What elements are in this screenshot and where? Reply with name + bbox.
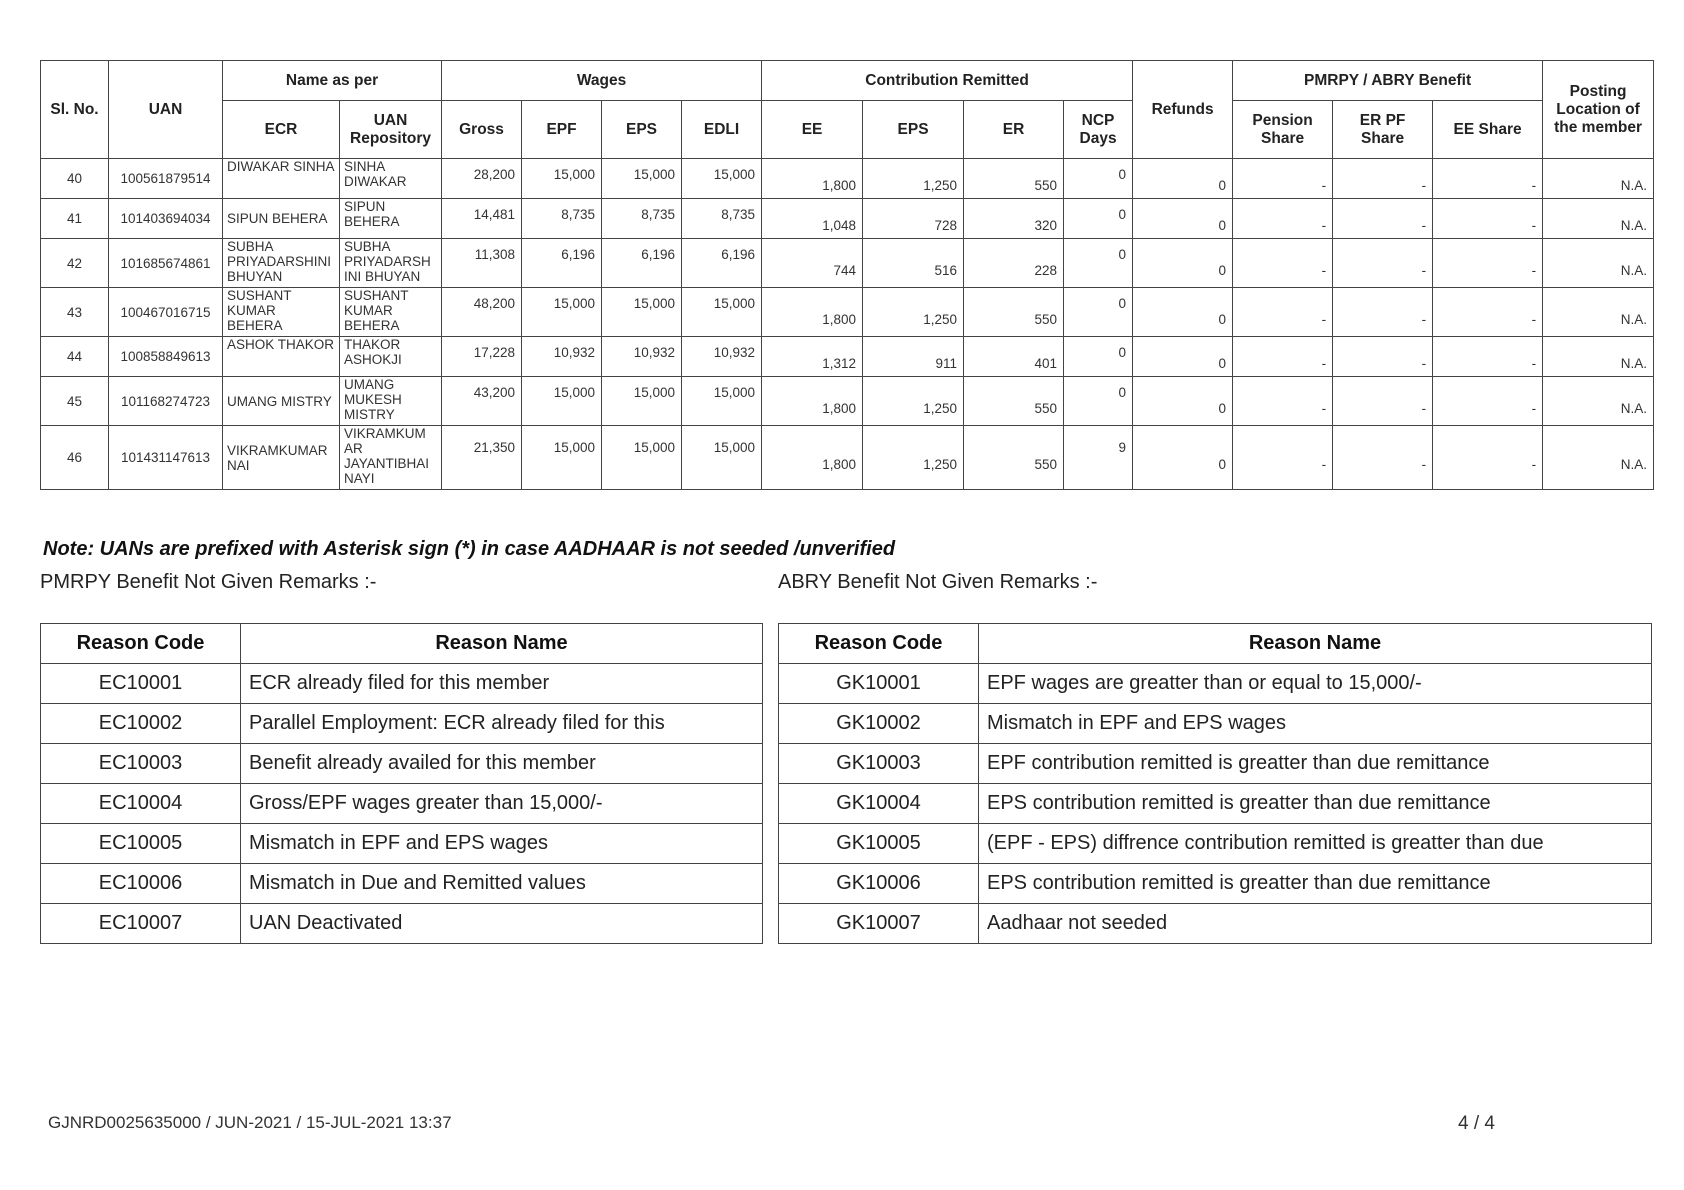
cell-er: 550 xyxy=(964,159,1064,199)
table-row xyxy=(41,288,1654,337)
cell-er-pf-share: - xyxy=(1333,159,1433,199)
cell-ee-share: - xyxy=(1433,377,1543,426)
cell-reason-code: EC10001 xyxy=(41,664,241,704)
cell-posting-location: N.A. xyxy=(1543,199,1654,239)
cell-ee-share: - xyxy=(1433,426,1543,490)
cell-uan: 101168274723 xyxy=(109,377,223,426)
cell-posting-location: N.A. xyxy=(1543,426,1654,490)
cell-epf: 10,932 xyxy=(522,337,602,377)
cell-uan-repo-name: SUSHANT KUMAR BEHERA xyxy=(340,288,442,337)
cell-ee: 1,800 xyxy=(762,159,863,199)
cell-pension-share: - xyxy=(1233,199,1333,239)
cell-uan-repo-name: THAKOR ASHOKJI xyxy=(340,337,442,377)
header-reason-code: Reason Code xyxy=(779,624,979,664)
cell-reason-code: EC10006 xyxy=(41,864,241,904)
cell-posting-location: N.A. xyxy=(1543,159,1654,199)
table-row xyxy=(779,864,1652,904)
cell-pension-share: - xyxy=(1233,337,1333,377)
cell-er-pf-share: - xyxy=(1333,377,1433,426)
cell-reason-name: Mismatch in EPF and EPS wages xyxy=(241,824,763,864)
cell-ee: 1,800 xyxy=(762,288,863,337)
cell-ecr-name: SUBHA PRIYADARSHINI BHUYAN xyxy=(223,239,340,288)
header-sl-no: Sl. No. xyxy=(41,61,109,159)
cell-sl-no: 45 xyxy=(41,377,109,426)
cell-ee-share: - xyxy=(1433,288,1543,337)
header-reason-code: Reason Code xyxy=(41,624,241,664)
page-number: 4 / 4 xyxy=(1458,1113,1495,1134)
cell-sl-no: 46 xyxy=(41,426,109,490)
cell-sl-no: 43 xyxy=(41,288,109,337)
header-er-pf-share: ER PF Share xyxy=(1333,101,1433,159)
header-ee: EE xyxy=(762,101,863,159)
cell-pension-share: - xyxy=(1233,239,1333,288)
cell-reason-name: UAN Deactivated xyxy=(241,904,763,944)
cell-gross: 17,228 xyxy=(442,337,522,377)
cell-epf: 6,196 xyxy=(522,239,602,288)
table-row xyxy=(41,377,1654,426)
cell-ee-share: - xyxy=(1433,337,1543,377)
cell-reason-name: EPF contribution remitted is greatter than due remittance xyxy=(979,744,1652,784)
cell-posting-location: N.A. xyxy=(1543,239,1654,288)
cell-er-pf-share: - xyxy=(1333,239,1433,288)
table-row xyxy=(41,824,763,864)
cell-reason-name: EPS contribution remitted is greatter than due remittance xyxy=(979,784,1652,824)
cell-ncp-days: 0 xyxy=(1064,288,1133,337)
header-pmrpy-abry-benefit: PMRPY / ABRY Benefit xyxy=(1233,61,1543,101)
header-contribution-eps: EPS xyxy=(863,101,964,159)
cell-er: 228 xyxy=(964,239,1064,288)
cell-reason-code: EC10003 xyxy=(41,744,241,784)
cell-eps: 15,000 xyxy=(602,426,682,490)
cell-reason-code: GK10002 xyxy=(779,704,979,744)
cell-ee: 1,048 xyxy=(762,199,863,239)
header-ecr: ECR xyxy=(223,101,340,159)
cell-pension-share: - xyxy=(1233,288,1333,337)
cell-epf: 15,000 xyxy=(522,159,602,199)
cell-er-pf-share: - xyxy=(1333,337,1433,377)
cell-uan-repo-name: VIKRAMKUM AR JAYANTIBHAI NAYI xyxy=(340,426,442,490)
cell-posting-location: N.A. xyxy=(1543,288,1654,337)
cell-reason-code: GK10007 xyxy=(779,904,979,944)
cell-ncp-days: 0 xyxy=(1064,337,1133,377)
table-row xyxy=(41,904,763,944)
cell-reason-name: Mismatch in Due and Remitted values xyxy=(241,864,763,904)
cell-eps: 10,932 xyxy=(602,337,682,377)
cell-pension-share: - xyxy=(1233,426,1333,490)
cell-reason-code: GK10004 xyxy=(779,784,979,824)
header-epf: EPF xyxy=(522,101,602,159)
cell-uan-repo-name: SUBHA PRIYADARSH INI BHUYAN xyxy=(340,239,442,288)
cell-reason-code: GK10001 xyxy=(779,664,979,704)
table-row xyxy=(779,784,1652,824)
cell-refunds: 0 xyxy=(1133,239,1233,288)
cell-ee-share: - xyxy=(1433,199,1543,239)
table-row xyxy=(779,904,1652,944)
cell-reason-name: Aadhaar not seeded xyxy=(979,904,1652,944)
cell-eps: 15,000 xyxy=(602,377,682,426)
header-name-as-per: Name as per xyxy=(223,61,442,101)
cell-er-pf-share: - xyxy=(1333,288,1433,337)
cell-uan: 101431147613 xyxy=(109,426,223,490)
cell-contribution-eps: 1,250 xyxy=(863,426,964,490)
cell-sl-no: 42 xyxy=(41,239,109,288)
header-refunds: Refunds xyxy=(1133,61,1233,159)
cell-er: 320 xyxy=(964,199,1064,239)
cell-ee: 1,800 xyxy=(762,426,863,490)
cell-reason-name: Benefit already availed for this member xyxy=(241,744,763,784)
cell-uan: 100467016715 xyxy=(109,288,223,337)
cell-reason-code: EC10004 xyxy=(41,784,241,824)
header-ncp-days: NCP Days xyxy=(1064,101,1133,159)
pmrpy-remarks-title: PMRPY Benefit Not Given Remarks :- xyxy=(40,571,377,593)
cell-ee: 1,312 xyxy=(762,337,863,377)
table-row xyxy=(41,864,763,904)
document-footer-id: GJNRD0025635000 / JUN-2021 / 15-JUL-2021 13:37 xyxy=(48,1113,452,1132)
header-posting-location: Posting Location of the member xyxy=(1543,61,1654,159)
cell-sl-no: 40 xyxy=(41,159,109,199)
member-contribution-table xyxy=(40,60,1654,490)
cell-ecr-name: UMANG MISTRY xyxy=(223,377,340,426)
cell-gross: 11,308 xyxy=(442,239,522,288)
cell-eps: 8,735 xyxy=(602,199,682,239)
cell-uan: 100561879514 xyxy=(109,159,223,199)
cell-edli: 8,735 xyxy=(682,199,762,239)
cell-er: 550 xyxy=(964,288,1064,337)
cell-uan-repo-name: UMANG MUKESH MISTRY xyxy=(340,377,442,426)
table-row xyxy=(41,239,1654,288)
cell-posting-location: N.A. xyxy=(1543,377,1654,426)
cell-reason-code: EC10007 xyxy=(41,904,241,944)
cell-uan: 101685674861 xyxy=(109,239,223,288)
cell-edli: 15,000 xyxy=(682,377,762,426)
header-reason-name: Reason Name xyxy=(979,624,1652,664)
table-row xyxy=(779,744,1652,784)
cell-reason-name: ECR already filed for this member xyxy=(241,664,763,704)
cell-ncp-days: 9 xyxy=(1064,426,1133,490)
header-er: ER xyxy=(964,101,1064,159)
table-row xyxy=(41,199,1654,239)
cell-er: 550 xyxy=(964,377,1064,426)
cell-ee: 1,800 xyxy=(762,377,863,426)
cell-refunds: 0 xyxy=(1133,337,1233,377)
cell-ee-share: - xyxy=(1433,239,1543,288)
abry-remarks-title: ABRY Benefit Not Given Remarks :- xyxy=(778,571,1098,593)
header-contribution-remitted: Contribution Remitted xyxy=(762,61,1133,101)
table-row xyxy=(41,744,763,784)
cell-edli: 6,196 xyxy=(682,239,762,288)
cell-ncp-days: 0 xyxy=(1064,159,1133,199)
header-ee-share: EE Share xyxy=(1433,101,1543,159)
table-row xyxy=(41,704,763,744)
cell-reason-name: Mismatch in EPF and EPS wages xyxy=(979,704,1652,744)
cell-contribution-eps: 516 xyxy=(863,239,964,288)
cell-gross: 48,200 xyxy=(442,288,522,337)
cell-edli: 15,000 xyxy=(682,426,762,490)
cell-contribution-eps: 1,250 xyxy=(863,159,964,199)
table-row xyxy=(779,704,1652,744)
cell-reason-code: GK10006 xyxy=(779,864,979,904)
cell-er: 401 xyxy=(964,337,1064,377)
cell-eps: 15,000 xyxy=(602,288,682,337)
cell-ecr-name: SUSHANT KUMAR BEHERA xyxy=(223,288,340,337)
cell-ee: 744 xyxy=(762,239,863,288)
cell-ecr-name: VIKRAMKUMAR NAI xyxy=(223,426,340,490)
cell-eps: 6,196 xyxy=(602,239,682,288)
cell-er-pf-share: - xyxy=(1333,426,1433,490)
cell-gross: 21,350 xyxy=(442,426,522,490)
aadhaar-note: Note: UANs are prefixed with Asterisk sign (*) in case AADHAAR is not seeded /unverified xyxy=(43,538,896,560)
cell-gross: 43,200 xyxy=(442,377,522,426)
cell-epf: 15,000 xyxy=(522,377,602,426)
cell-gross: 14,481 xyxy=(442,199,522,239)
cell-epf: 15,000 xyxy=(522,288,602,337)
cell-epf: 8,735 xyxy=(522,199,602,239)
cell-posting-location: N.A. xyxy=(1543,337,1654,377)
cell-edli: 15,000 xyxy=(682,288,762,337)
cell-contribution-eps: 728 xyxy=(863,199,964,239)
cell-ecr-name: DIWAKAR SINHA xyxy=(223,159,340,199)
header-pension-share: Pension Share xyxy=(1233,101,1333,159)
cell-reason-name: Parallel Employment: ECR already filed for this xyxy=(241,704,763,744)
cell-reason-code: EC10005 xyxy=(41,824,241,864)
cell-gross: 28,200 xyxy=(442,159,522,199)
cell-contribution-eps: 1,250 xyxy=(863,377,964,426)
cell-er-pf-share: - xyxy=(1333,199,1433,239)
cell-refunds: 0 xyxy=(1133,199,1233,239)
cell-reason-name: (EPF - EPS) diffrence contribution remitted is greatter than due xyxy=(979,824,1652,864)
cell-ncp-days: 0 xyxy=(1064,199,1133,239)
cell-ncp-days: 0 xyxy=(1064,377,1133,426)
cell-refunds: 0 xyxy=(1133,426,1233,490)
header-uan-repository: UAN Repository xyxy=(340,101,442,159)
cell-refunds: 0 xyxy=(1133,288,1233,337)
cell-reason-code: GK10005 xyxy=(779,824,979,864)
cell-edli: 15,000 xyxy=(682,159,762,199)
cell-eps: 15,000 xyxy=(602,159,682,199)
cell-epf: 15,000 xyxy=(522,426,602,490)
table-row xyxy=(41,337,1654,377)
cell-contribution-eps: 1,250 xyxy=(863,288,964,337)
table-row xyxy=(41,664,763,704)
header-reason-name: Reason Name xyxy=(241,624,763,664)
cell-uan-repo-name: SINHA DIWAKAR xyxy=(340,159,442,199)
header-wages: Wages xyxy=(442,61,762,101)
pmrpy-reason-table xyxy=(40,623,763,944)
cell-uan-repo-name: SIPUN BEHERA xyxy=(340,199,442,239)
header-eps: EPS xyxy=(602,101,682,159)
cell-sl-no: 41 xyxy=(41,199,109,239)
cell-reason-name: EPS contribution remitted is greatter than due remittance xyxy=(979,864,1652,904)
cell-pension-share: - xyxy=(1233,377,1333,426)
header-gross: Gross xyxy=(442,101,522,159)
cell-contribution-eps: 911 xyxy=(863,337,964,377)
cell-reason-code: GK10003 xyxy=(779,744,979,784)
header-uan: UAN xyxy=(109,61,223,159)
cell-ncp-days: 0 xyxy=(1064,239,1133,288)
cell-ecr-name: ASHOK THAKOR xyxy=(223,337,340,377)
cell-ecr-name: SIPUN BEHERA xyxy=(223,199,340,239)
table-row xyxy=(779,824,1652,864)
cell-uan: 100858849613 xyxy=(109,337,223,377)
cell-sl-no: 44 xyxy=(41,337,109,377)
cell-ee-share: - xyxy=(1433,159,1543,199)
cell-reason-name: EPF wages are greatter than or equal to 15,000/- xyxy=(979,664,1652,704)
header-edli: EDLI xyxy=(682,101,762,159)
cell-reason-name: Gross/EPF wages greater than 15,000/- xyxy=(241,784,763,824)
table-row xyxy=(41,784,763,824)
cell-refunds: 0 xyxy=(1133,159,1233,199)
cell-uan: 101403694034 xyxy=(109,199,223,239)
table-row xyxy=(41,159,1654,199)
cell-pension-share: - xyxy=(1233,159,1333,199)
table-row xyxy=(779,664,1652,704)
abry-reason-table xyxy=(778,623,1652,944)
cell-refunds: 0 xyxy=(1133,377,1233,426)
table-row xyxy=(41,426,1654,490)
cell-er: 550 xyxy=(964,426,1064,490)
cell-edli: 10,932 xyxy=(682,337,762,377)
cell-reason-code: EC10002 xyxy=(41,704,241,744)
